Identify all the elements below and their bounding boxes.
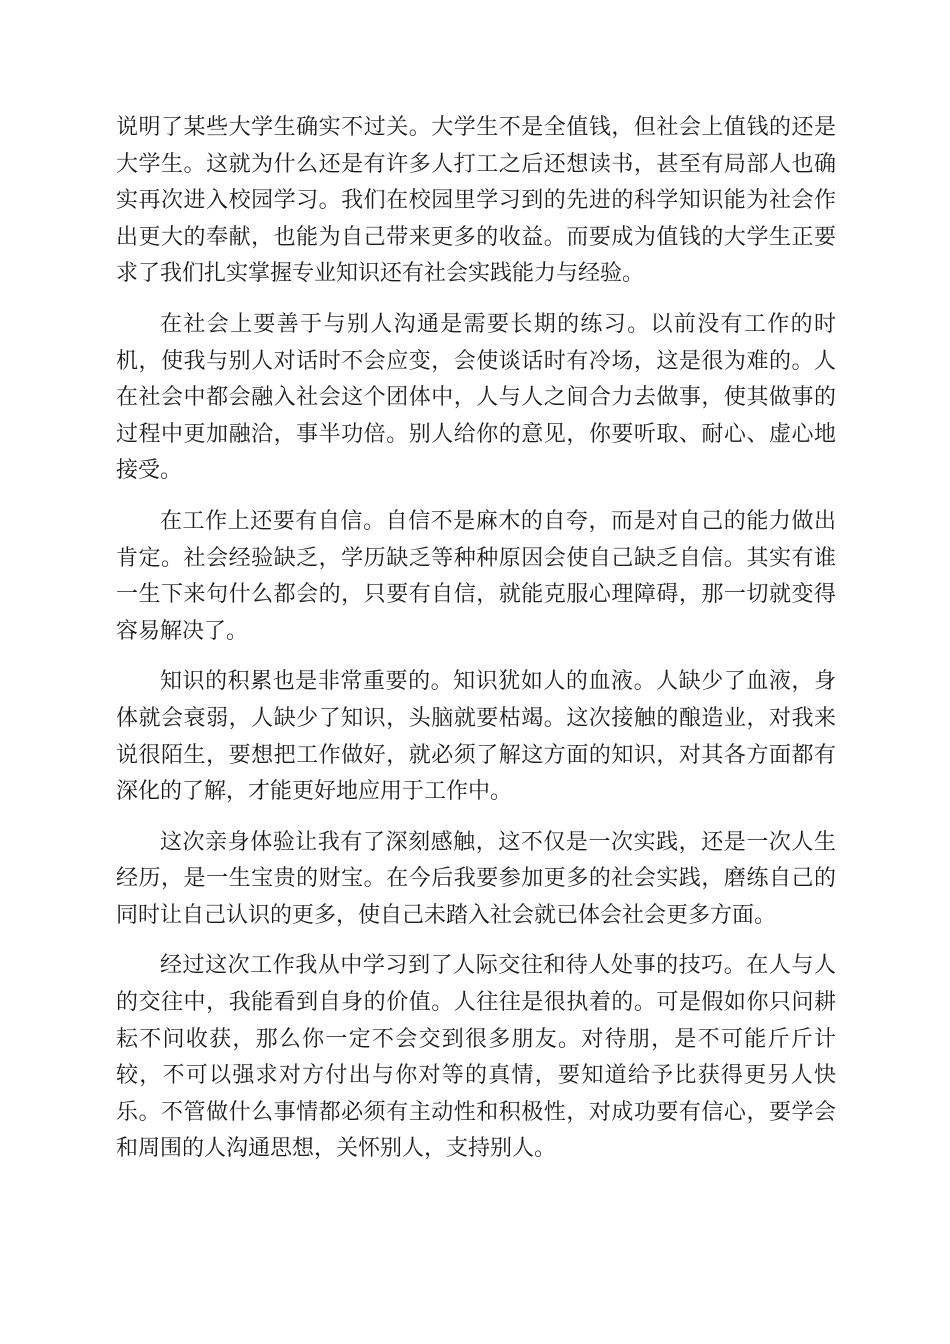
paragraph-communication: 在社会上要善于与别人沟通是需要长期的练习。以前没有工作的时机，使我与别人对话时不会应变，会使谈话时有冷场，这是很为难的。人在社会中都会融入社会这个团体中，人与人之间合力去做事，使其做事的过程中更加融洽，事半功倍。别人给你的意见，你要听取、耐心、虚心地接受。 — [116, 311, 836, 484]
document-body — [116, 110, 836, 1182]
paragraph-experience: 这次亲身体验让我有了深刻感触，这不仅是一次实践，还是一次人生经历，是一生宝贵的财宝。在今后我要参加更多的社会实践，磨练自己的同时让自己认识的更多，使自己未踏入社会就已体会社会更多方面。 — [116, 829, 836, 928]
paragraph-knowledge: 知识的积累也是非常重要的。知识犹如人的血液。人缺少了血液，身体就会衰弱，人缺少了知识，头脑就要枯竭。这次接触的酿造业，对我来说很陌生，要想把工作做好，就必须了解这方面的知识，对其各方面都有深化的了解，才能更好地应用于工作中。 — [116, 669, 836, 805]
paragraph-interpersonal: 经过这次工作我从中学习到了人际交往和待人处事的技巧。在人与人的交往中，我能看到自身的价值。人往往是很执着的。可是假如你只问耕耘不问收获，那么你一定不会交到很多朋友。对待朋，是不可能斤斤计较，不可以强求对方付出与你对等的真情，要知道给予比获得更另人快乐。不管做什么事情都必须有主动性和积极性，对成功要有信心，要学会和周围的人沟通思想，关怀别人，支持别人。 — [116, 953, 836, 1162]
paragraph-confidence: 在工作上还要有自信。自信不是麻木的自夸，而是对自己的能力做出肯定。社会经验缺乏，学历缺乏等种种原因会使自己缺乏自信。其实有谁一生下来句什么都会的，只要有自信，就能克服心理障碍，那一切就变得容易解决了。 — [116, 508, 836, 644]
paragraph-continuation: 说明了某些大学生确实不过关。大学生不是全值钱，但社会上值钱的还是大学生。这就为什么还是有许多人打工之后还想读书，甚至有局部人也确实再次进入校园学习。我们在校园里学习到的先进的科学知识能为社会作出更大的奉献，也能为自己带来更多的收益。而要成为值钱的大学生正要求了我们扎实掌握专业知识还有社会实践能力与经验。 — [116, 115, 836, 287]
